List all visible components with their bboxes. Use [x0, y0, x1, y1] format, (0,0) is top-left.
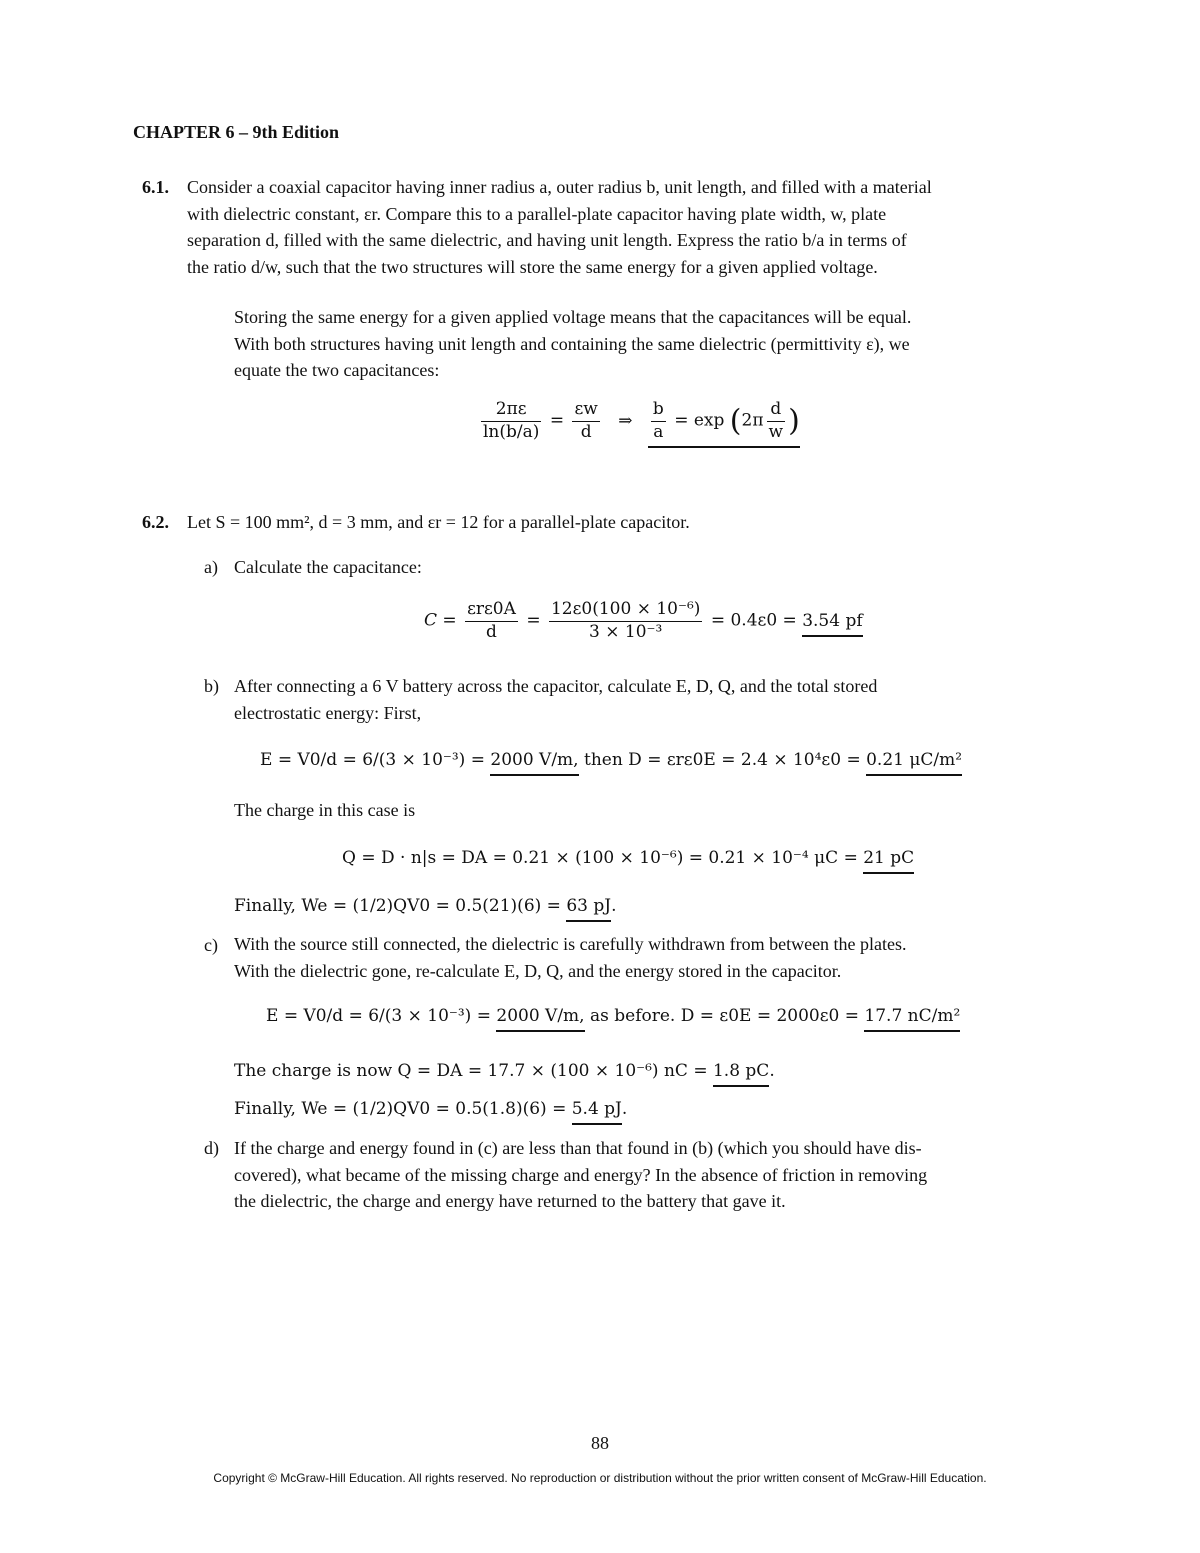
statement-line: Consider a coaxial capacitor having inner radius a, outer radius b, unit length, and filled with a material — [187, 177, 932, 197]
equals-sign: = — [526, 610, 541, 631]
answer-charge: 1.8 pC — [713, 1061, 769, 1087]
problem-6-2-statement: Let S = 100 mm², d = 3 mm, and εr = 12 for a parallel-plate capacitor. — [187, 512, 690, 532]
part-a-text: Calculate the capacitance: — [234, 557, 422, 577]
equation-energy-b — [234, 896, 616, 922]
fraction-numerator: εrε0A — [465, 600, 518, 622]
statement-line: the ratio d/w, such that the two structures will store the same energy for a given applied voltage. — [187, 256, 878, 277]
right-paren: ) — [788, 403, 800, 439]
statement-line: with dielectric constant, εr. Compare this to a parallel-plate capacitor having plate width, w, plate — [187, 203, 887, 224]
solution-line: With both structures having unit length and containing the same dielectric (permittivity ε), we — [234, 333, 910, 354]
equation-rest: = 0.4ε0 = — [710, 610, 797, 631]
answer-flux-density: 17.7 nC/m² — [864, 1006, 960, 1032]
fraction-values — [549, 600, 702, 642]
answer-charge: 21 pC — [863, 848, 914, 874]
part-c-line: With the dielectric gone, re-calculate E, D, Q, and the energy stored in the capacitor. — [234, 960, 842, 981]
fraction-exp — [767, 400, 786, 442]
part-b-label: b) — [204, 676, 219, 696]
energy-expression: Finally, We = (1/2)QV0 = 0.5(1.8)(6) = — [234, 1099, 567, 1119]
part-d-label: d) — [204, 1138, 219, 1158]
part-b-line: electrostatic energy: First, — [234, 702, 422, 723]
part-c-line: With the source still connected, the dielectric is carefully withdrawn from between the plates. — [234, 934, 907, 954]
field-expression: E = V0/d = 6/(3 × 10⁻³) = — [266, 1006, 491, 1026]
equation-capacitance-ratio — [478, 400, 800, 448]
fraction-numerator: 2πε — [481, 400, 541, 422]
flux-density-expression: then D = εrε0E = 2.4 × 10⁴ε0 = — [583, 750, 861, 770]
period: . — [611, 896, 617, 916]
part-d-text — [234, 1135, 927, 1215]
part-d-line: the dielectric, the charge and energy have returned to the battery that gave it. — [234, 1191, 786, 1211]
period: . — [621, 1099, 628, 1119]
fraction-denominator: d — [486, 621, 497, 642]
part-d-line: If the charge and energy found in (c) are less than that found in (b) (which you should have dis- — [234, 1138, 922, 1158]
charge-expression: The charge is now Q = DA = 17.7 × (100 × 10⁻⁶) nC = — [234, 1061, 708, 1081]
charge-intro: The charge in this case is — [234, 800, 416, 820]
answer-flux-density: 0.21 μC/m² — [866, 750, 962, 776]
answer-field: 2000 V/m, — [490, 750, 578, 776]
answer-capacitance: 3.54 pf — [802, 611, 862, 637]
charge-expression: Q = D · n|s = DA = 0.21 × (100 × 10⁻⁶) = 0.21 × 10⁻⁴ μC = — [342, 848, 858, 868]
field-expression: E = V0/d = 6/(3 × 10⁻³) = — [260, 750, 485, 770]
part-a-label: a) — [204, 557, 218, 577]
statement-line: separation d, filled with the same dielectric, and having unit length. Express the ratio b/a in terms of — [187, 230, 907, 250]
fraction-ratio — [651, 400, 666, 442]
energy-expression: Finally, We = (1/2)QV0 = 0.5(21)(6) = — [234, 896, 561, 916]
part-d-line: covered), what became of the missing charge and energy? In the absence of friction in removing — [234, 1164, 928, 1185]
chapter-heading: CHAPTER 6 – 9th Edition — [133, 122, 340, 142]
solution-line: Storing the same energy for a given applied voltage means that the capacitances will be equal. — [234, 307, 912, 327]
part-c-label: c) — [204, 935, 218, 955]
capacitance-lhs: C = — [424, 610, 457, 631]
exp-function: = exp — [674, 410, 725, 431]
fraction-numerator: b — [651, 400, 666, 422]
equation-capacitance — [424, 600, 863, 642]
equation-energy-c — [234, 1099, 627, 1125]
implies-arrow: ⇒ — [618, 410, 633, 431]
part-b-line: After connecting a 6 V battery across the capacitor, calculate E, D, Q, and the total stored — [234, 676, 878, 696]
equals-sign: = — [549, 410, 565, 431]
solution-line: equate the two capacitances: — [234, 360, 440, 380]
equation-field-b — [260, 750, 962, 776]
fraction-coax — [481, 400, 541, 442]
fraction-denominator: 3 × 10⁻³ — [589, 621, 663, 642]
fraction-numerator: εw — [572, 400, 599, 422]
part-b-text — [234, 673, 877, 726]
fraction-denominator: d — [580, 421, 592, 442]
part-c-text — [234, 931, 907, 984]
fraction-denominator: w — [768, 421, 784, 442]
fraction-denominator: ln(b/a) — [483, 421, 540, 442]
problem-number-6-1: 6.1. — [142, 177, 169, 197]
equation-field-c — [266, 1006, 960, 1032]
left-paren: ( — [729, 403, 742, 439]
equation-charge-c — [234, 1061, 775, 1087]
copyright-notice: Copyright © McGraw-Hill Education. All rights reserved. No reproduction or distribution without the prior written consent of McGraw-Hill Education. — [213, 1471, 987, 1485]
equation-charge-b — [342, 848, 914, 874]
answer-energy: 5.4 pJ — [572, 1099, 622, 1125]
fraction-numerator: 12ε0(100 × 10⁻⁶) — [549, 600, 702, 622]
fraction-denominator: a — [653, 421, 664, 442]
answer-energy: 63 pJ — [566, 896, 611, 922]
period: . — [769, 1061, 775, 1081]
fraction-parallel-plate — [572, 400, 599, 442]
fraction-formula — [465, 600, 518, 642]
exp-coefficient: 2π — [741, 410, 764, 431]
problem-number-6-2: 6.2. — [142, 512, 169, 532]
fraction-numerator: d — [767, 400, 786, 422]
problem-6-1-statement — [187, 174, 932, 280]
answer-field: 2000 V/m, — [496, 1006, 584, 1032]
flux-density-expression: as before. D = ε0E = 2000ε0 = — [589, 1006, 860, 1026]
answer-underline — [648, 400, 800, 448]
page-number: 88 — [591, 1433, 609, 1453]
problem-6-1-solution — [234, 304, 911, 384]
